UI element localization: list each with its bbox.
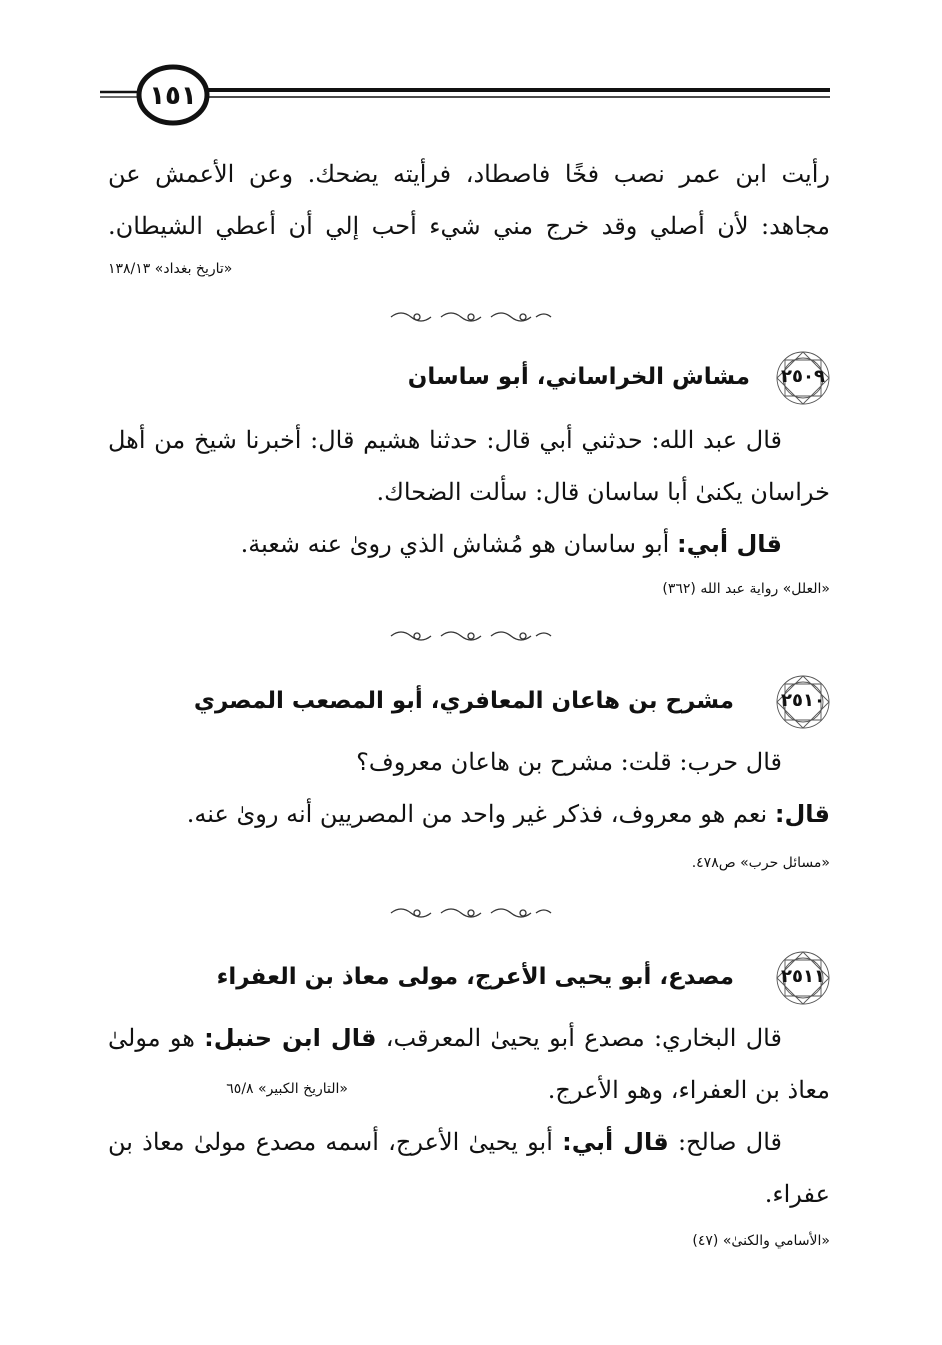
entry-2511-line-3 — [108, 1116, 830, 1168]
entry-2510-body — [108, 736, 830, 840]
speaker-label: قال: — [774, 800, 830, 828]
quote-text: نعم هو معروف، فذكر غير واحد من المصريين أنه روىٰ عنه. — [186, 800, 768, 828]
entry-2509-line-1: قال عبد الله: حدثني أبي قال: حدثنا هشيم قال: أخبرنا شيخ من أهل — [108, 426, 782, 454]
entry-badge — [772, 950, 834, 1006]
entry-badge — [772, 674, 834, 730]
ornament-divider-icon — [371, 309, 571, 325]
speaker-label: قال أبي: — [676, 530, 782, 558]
entry-2511-source: «الأسامي والكنىٰ» (٤٧) — [692, 1233, 830, 1249]
entry-number: ٢٥١٠ — [781, 690, 825, 711]
entry-2511-line-4: عفراء. — [764, 1180, 830, 1208]
entry-2511-line-2 — [108, 1064, 830, 1116]
entry-number: ٢٥٠٩ — [781, 366, 825, 387]
intro-source-wrap — [108, 258, 830, 280]
entry-title: مصدع، أبو يحيى الأعرج، مولى معاذ بن العفراء — [216, 964, 734, 990]
intro-paragraph — [108, 148, 830, 252]
entry-heading-2511 — [112, 950, 834, 1006]
narration-text: هو مولىٰ — [108, 1024, 195, 1052]
entry-heading-2510 — [112, 674, 834, 730]
entry-2511-inline-source — [108, 1078, 348, 1100]
entry-number: ٢٥١١ — [781, 966, 825, 987]
page-header — [100, 62, 830, 132]
entry-heading-2509 — [112, 350, 834, 406]
narration-text: معاذ بن العفراء، وهو الأعرج. — [547, 1076, 830, 1104]
entry-2510-line-1: قال حرب: قلت: مشرح بن هاعان معروف؟ — [356, 748, 782, 776]
entry-2509-line-2: خراسان يكنىٰ أبا ساسان قال: سألت الضحاك. — [376, 478, 830, 506]
header-rule-icon — [100, 62, 830, 132]
speaker-label: قال أبي: — [562, 1128, 669, 1156]
entry-title: مشرح بن هاعان المعافري، أبو المصعب المصري — [193, 688, 734, 714]
entry-2510-source: «مسائل حرب» ص٤٧٨. — [691, 855, 830, 871]
intro-line-1: رأيت ابن عمر نصب فخًا فاصطاد، فرأيته يضحك. وعن الأعمش عن — [108, 160, 830, 188]
entry-title: مشاش الخراساني، أبو ساسان — [407, 364, 750, 390]
entry-2510-line-2 — [108, 788, 830, 840]
inline-source-text: «التاريخ الكبير» ٦٥/٨ — [226, 1081, 348, 1097]
page-number: ١٥١ — [149, 81, 197, 111]
entry-2509-body — [108, 414, 830, 570]
intro-source: «تاريخ بغداد» ١٣٨/١٣ — [108, 261, 233, 277]
narration-text: قال صالح: — [677, 1128, 782, 1156]
ornament-divider-icon — [371, 905, 571, 921]
quote-text: أبو ساسان هو مُشاش الذي روىٰ عنه شعبة. — [240, 530, 670, 558]
entry-badge — [772, 350, 834, 406]
ornament-divider-icon — [371, 628, 571, 644]
entry-2509-line-3 — [108, 518, 830, 570]
speaker-label: قال ابن حنبل: — [204, 1024, 377, 1052]
entry-2509-source: «العلل» رواية عبد الله (٣٦٢) — [662, 581, 830, 597]
entry-2511-line-1 — [108, 1012, 830, 1064]
intro-line-2: مجاهد: لأن أصلي وقد خرج مني شيء أحب إلي أن أعطي الشيطان. — [108, 212, 830, 240]
entry-2511-body — [108, 1012, 830, 1220]
narration-text: قال البخاري: مصدع أبو يحيىٰ المعرقب، — [385, 1024, 782, 1052]
narration-text: أبو يحيىٰ الأعرج، أسمه مصدع مولىٰ معاذ بن — [108, 1128, 553, 1156]
